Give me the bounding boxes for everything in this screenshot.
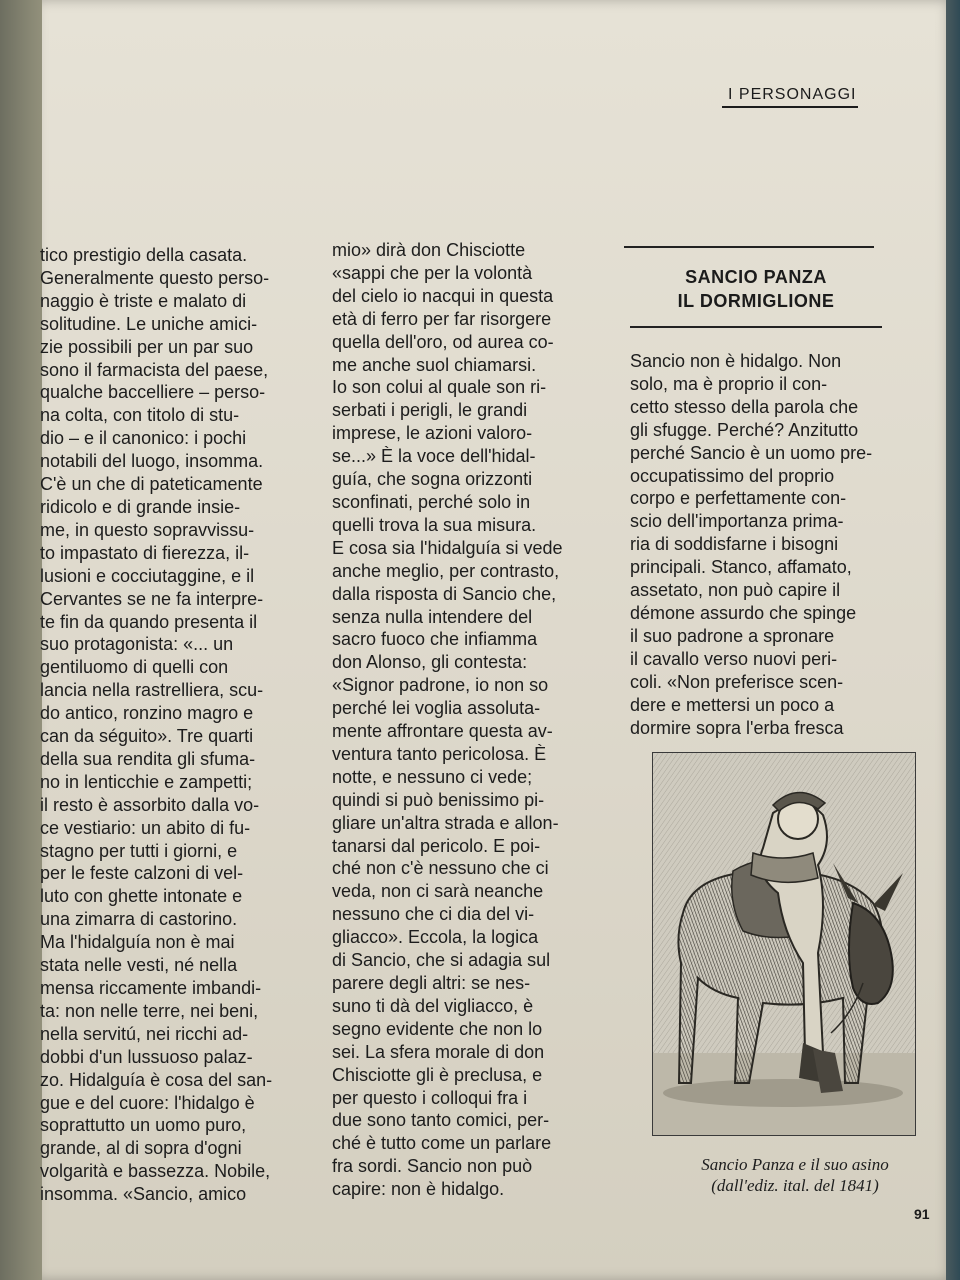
text-line: del cielo io nacqui in questa (332, 285, 554, 306)
text-line: cetto stesso della parola che (630, 396, 859, 417)
text-line: gue e del cuore: l'hidalgo è (40, 1092, 255, 1113)
text-line: gliacco». Eccola, la logica (332, 927, 539, 948)
text-line: dere e mettersi un poco a (630, 694, 835, 715)
text-line: gentiluomo di quelli con (40, 657, 229, 678)
text-line: zo. Hidalguía è cosa del san- (40, 1069, 273, 1090)
text-line: ria di soddisfarne i bisogni (630, 534, 839, 555)
text-line: dormire sopra l'erba fresca (630, 717, 844, 738)
text-column-3 (630, 350, 906, 739)
text-line: dalla risposta di Sancio che, (332, 583, 557, 604)
text-line: ventura tanto pericolosa. È (332, 743, 547, 764)
text-line: ché non c'è nessuno che ci (332, 858, 549, 879)
text-line: scio dell'importanza prima- (630, 511, 844, 532)
text-line: qualche baccelliere – perso- (40, 382, 266, 403)
text-line: démone assurdo che spinge (630, 602, 857, 623)
text-line: di Sancio, che si adagia sul (332, 950, 551, 971)
text-line: «Signor padrone, io non so (332, 675, 549, 696)
text-line: il cavallo verso nuovi peri- (630, 648, 838, 669)
text-line: no in lenticchie e zampetti; (40, 771, 253, 792)
text-line: tanarsi dal pericolo. E poi- (332, 835, 541, 856)
text-line: una zimarra di castorino. (40, 909, 238, 930)
text-line: me, in questo sopravvissu- (40, 519, 255, 540)
text-line: perché Sancio è un uomo pre- (630, 442, 873, 463)
text-line: gli sfugge. Perché? Anzitutto (630, 419, 859, 440)
text-line: il suo padrone a spronare (630, 625, 835, 646)
text-line: fra sordi. Sancio non può (332, 1156, 533, 1177)
caption-line-2: (dall'ediz. ital. del 1841) (711, 1176, 879, 1195)
text-line: volgarità e bassezza. Nobile, (40, 1161, 271, 1182)
text-line: notte, e nessuno ci vede; (332, 766, 533, 787)
text-line: perché lei voglia assoluta- (332, 698, 541, 719)
text-line: do antico, ronzino magro e (40, 703, 254, 724)
figure-caption (650, 1154, 940, 1196)
text-line: luto con ghette intonate e (40, 886, 243, 907)
box-title-line-2: IL DORMIGLIONE (677, 291, 835, 311)
text-line: zie possibili per un par suo (40, 336, 254, 357)
text-line: della sua rendita gli sfuma- (40, 748, 256, 769)
text-line: ché è tutto come un parlare (332, 1133, 552, 1154)
text-line: sono il farmacista del paese, (40, 359, 269, 380)
text-line: ce vestiario: un abito di fu- (40, 817, 251, 838)
text-line: guía, che sogna orizzonti (332, 469, 533, 490)
text-line: grande, al di sopra d'ogni (40, 1138, 242, 1159)
text-line: il resto è assorbito dalla vo- (40, 794, 260, 815)
text-line: can da séguito». Tre quarti (40, 726, 254, 747)
text-line: imprese, le azioni valoro- (332, 423, 533, 444)
text-line: anche meglio, per contrasto, (332, 560, 560, 581)
text-line: due sono tanto comici, per- (332, 1110, 550, 1131)
text-line: capire: non è hidalgo. (332, 1179, 505, 1200)
text-line: mio» dirà don Chisciotte (332, 240, 526, 260)
text-line: naggio è triste e malato di (40, 290, 247, 311)
text-line: te fin da quando presenta il (40, 611, 258, 632)
text-line: na colta, con titolo di stu- (40, 405, 240, 426)
text-line: Ma l'hidalguía non è mai (40, 932, 235, 953)
text-line: se...» È la voce dell'hidal- (332, 446, 536, 467)
text-line: to impastato di fierezza, il- (40, 542, 250, 563)
box-rule-bottom (630, 326, 882, 328)
text-line: parere degli altri: se nes- (332, 973, 531, 993)
section-header: I PERSONAGGI (722, 86, 858, 108)
text-line: don Alonso, gli contesta: (332, 652, 528, 673)
text-line: quella dell'oro, od aurea co- (332, 331, 554, 352)
text-line: suno ti dà del vigliacco, è (332, 995, 534, 1016)
text-line: lancia nella rastrelliera, scu- (40, 680, 264, 701)
text-line: Chisciotte gli è preclusa, e (332, 1064, 543, 1085)
text-line: stata nelle vesti, né nella (40, 955, 238, 976)
text-line: coli. «Non preferisce scen- (630, 671, 844, 692)
text-line: assetato, non può capire il (630, 580, 841, 601)
text-line: lusioni e cocciutaggine, e il (40, 565, 255, 586)
text-line: stagno per tutti i giorni, e (40, 840, 238, 861)
text-line: suo protagonista: «... un (40, 634, 234, 655)
text-line: me anche suol chiamarsi. (332, 354, 537, 375)
text-line: principali. Stanco, affamato, (630, 557, 852, 578)
text-line: dio – e il canonico: i pochi (40, 428, 247, 449)
page-number: 91 (914, 1206, 930, 1222)
text-line: serbati i perigli, le grandi (332, 400, 528, 421)
text-line: sei. La sfera morale di don (332, 1041, 545, 1062)
text-line: quelli trova la sua misura. (332, 514, 537, 535)
text-line: senza nulla intendere del (332, 606, 533, 627)
text-column-2 (332, 239, 604, 1201)
text-line: nessuno che ci dia del vi- (332, 904, 535, 925)
box-title-line-1: SANCIO PANZA (685, 267, 827, 287)
caption-line-1: Sancio Panza e il suo asino (701, 1155, 889, 1174)
text-line: corpo e perfettamente con- (630, 488, 847, 509)
text-line: «sappi che per la volontà (332, 262, 533, 283)
box-rule-top (624, 246, 874, 248)
text-line: Sancio non è hidalgo. Non (630, 351, 842, 371)
text-line: solitudine. Le uniche amici- (40, 313, 258, 334)
text-line: sconfinati, perché solo in (332, 491, 531, 512)
text-line: per questo i colloqui fra i (332, 1087, 528, 1108)
text-line: età di ferro per far risorgere (332, 308, 552, 329)
text-line: ta: non nelle terre, nei beni, (40, 1000, 259, 1021)
text-line: C'è un che di pateticamente (40, 474, 263, 495)
text-line: occupatissimo del proprio (630, 465, 835, 486)
text-line: soprattutto un uomo puro, (40, 1115, 247, 1136)
text-line: ridicolo e di grande insie- (40, 496, 241, 517)
sancio-donkey-engraving (653, 753, 915, 1135)
text-line: insomma. «Sancio, amico (40, 1184, 247, 1205)
sidebar-box-title (636, 265, 876, 313)
text-line: dobbi d'un lussuoso palaz- (40, 1046, 253, 1067)
text-line: veda, non ci sarà neanche (332, 881, 544, 902)
text-line: Io son colui al quale son ri- (332, 377, 547, 398)
engraving-illustration (652, 752, 916, 1136)
text-line: nella servitú, nei ricchi ad- (40, 1023, 249, 1044)
text-line: solo, ma è proprio il con- (630, 373, 828, 394)
text-line: notabili del luogo, insomma. (40, 451, 264, 472)
book-cover-edge (946, 0, 960, 1280)
text-column-1 (40, 244, 322, 1206)
text-line: gliare un'altra strada e allon- (332, 812, 559, 833)
text-line: quindi si può benissimo pi- (332, 789, 545, 810)
text-line: Generalmente questo perso- (40, 267, 270, 288)
text-line: Cervantes se ne fa interpre- (40, 588, 264, 609)
text-line: mensa riccamente imbandi- (40, 978, 262, 998)
text-line: tico prestigio della casata. (40, 245, 248, 265)
text-line: per le feste calzoni di vel- (40, 863, 244, 884)
text-line: mente affrontare questa av- (332, 721, 553, 742)
text-line: E cosa sia l'hidalguía si vede (332, 537, 563, 558)
text-line: segno evidente che non lo (332, 1018, 543, 1039)
text-line: sacro fuoco che infiamma (332, 629, 538, 650)
